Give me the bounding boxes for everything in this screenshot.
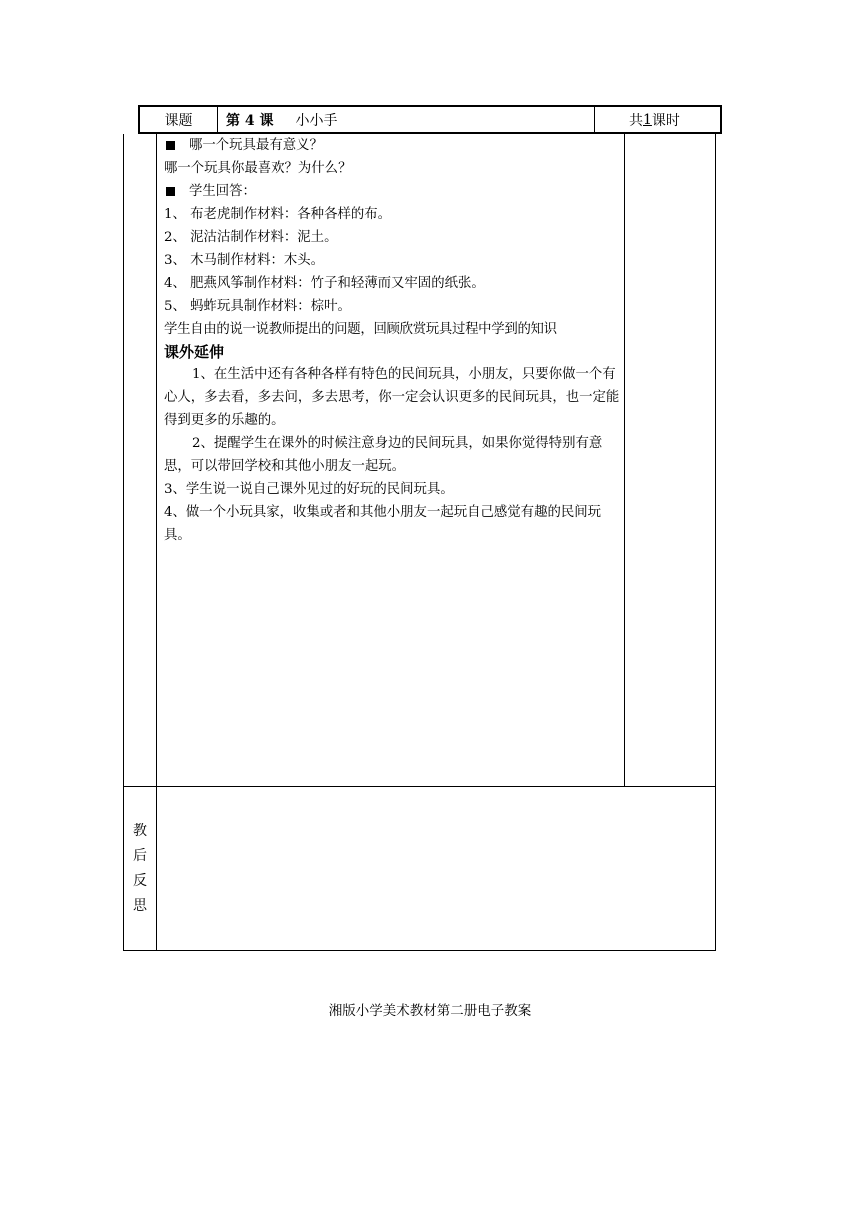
lesson-title: 小小手 (295, 112, 338, 129)
reflection-char: 反 (133, 872, 147, 889)
table-right-column-divider (624, 134, 625, 786)
summary-text: 学生自由的说一说教师提出的问题，回顾欣赏玩具过程中学到的知识 (164, 322, 557, 337)
list-item: 3、 木马制作材料：木头。 (164, 253, 325, 268)
square-bullet-icon (166, 187, 175, 196)
reflection-char: 教 (133, 822, 147, 839)
list-item: 4、 肥燕风筝制作材料：竹子和轻薄而又牢固的纸张。 (164, 276, 485, 291)
table-bottom-border (123, 950, 716, 951)
lesson-title-cell (218, 107, 595, 132)
extension-item-2: 2、提醒学生在课外的时候注意身边的民间玩具，如果你觉得特别有意思，可以带回学校和其他小朋友一起玩。 (164, 436, 603, 474)
reflection-label (123, 786, 157, 951)
list-item: 1、 布老虎制作材料：各种各样的布。 (164, 207, 392, 222)
reflection-char: 后 (133, 847, 147, 864)
list-item: 5、 蚂蚱玩具制作材料：棕叶。 (164, 299, 351, 314)
hours-suffix: 课时 (651, 112, 680, 129)
table-right-border (715, 134, 716, 951)
hours-prefix: 共 (629, 112, 643, 129)
list-item: 2、 泥沽沽制作材料：泥土。 (164, 230, 338, 245)
page-footer: 湘版小学美术教材第二册电子教案 (328, 1003, 532, 1019)
topic-label: 课题 (140, 107, 218, 132)
extension-heading: 课外延伸 (164, 343, 225, 361)
square-bullet-icon (166, 141, 175, 150)
lesson-number: 第 4 课 (226, 112, 274, 129)
hours-value: 1 (643, 111, 652, 128)
class-hours-cell (595, 107, 720, 132)
reflection-char: 思 (133, 897, 147, 914)
answer-label: 学生回答： (164, 180, 624, 203)
extension-item-3: 3、学生说一说自己课外见过的好玩的民间玩具。 (164, 482, 454, 497)
extension-item-4: 4、做一个小玩具家，收集或者和其他小朋友一起玩自己感觉有趣的民间玩具。 (164, 505, 602, 543)
lesson-content (164, 134, 624, 547)
question-1: 哪一个玩具最有意义？ (164, 134, 624, 157)
header-row (138, 105, 722, 134)
extension-item-1: 1、在生活中还有各种各样有特色的民间玩具，小朋友，只要你做一个有心人，多去看，多去问，多去思考，你一定会认识更多的民间玩具，也一定能得到更多的乐趣的。 (164, 367, 620, 428)
table-row-divider (123, 786, 716, 787)
question-2: 哪一个玩具你最喜欢？为什么？ (164, 161, 352, 176)
